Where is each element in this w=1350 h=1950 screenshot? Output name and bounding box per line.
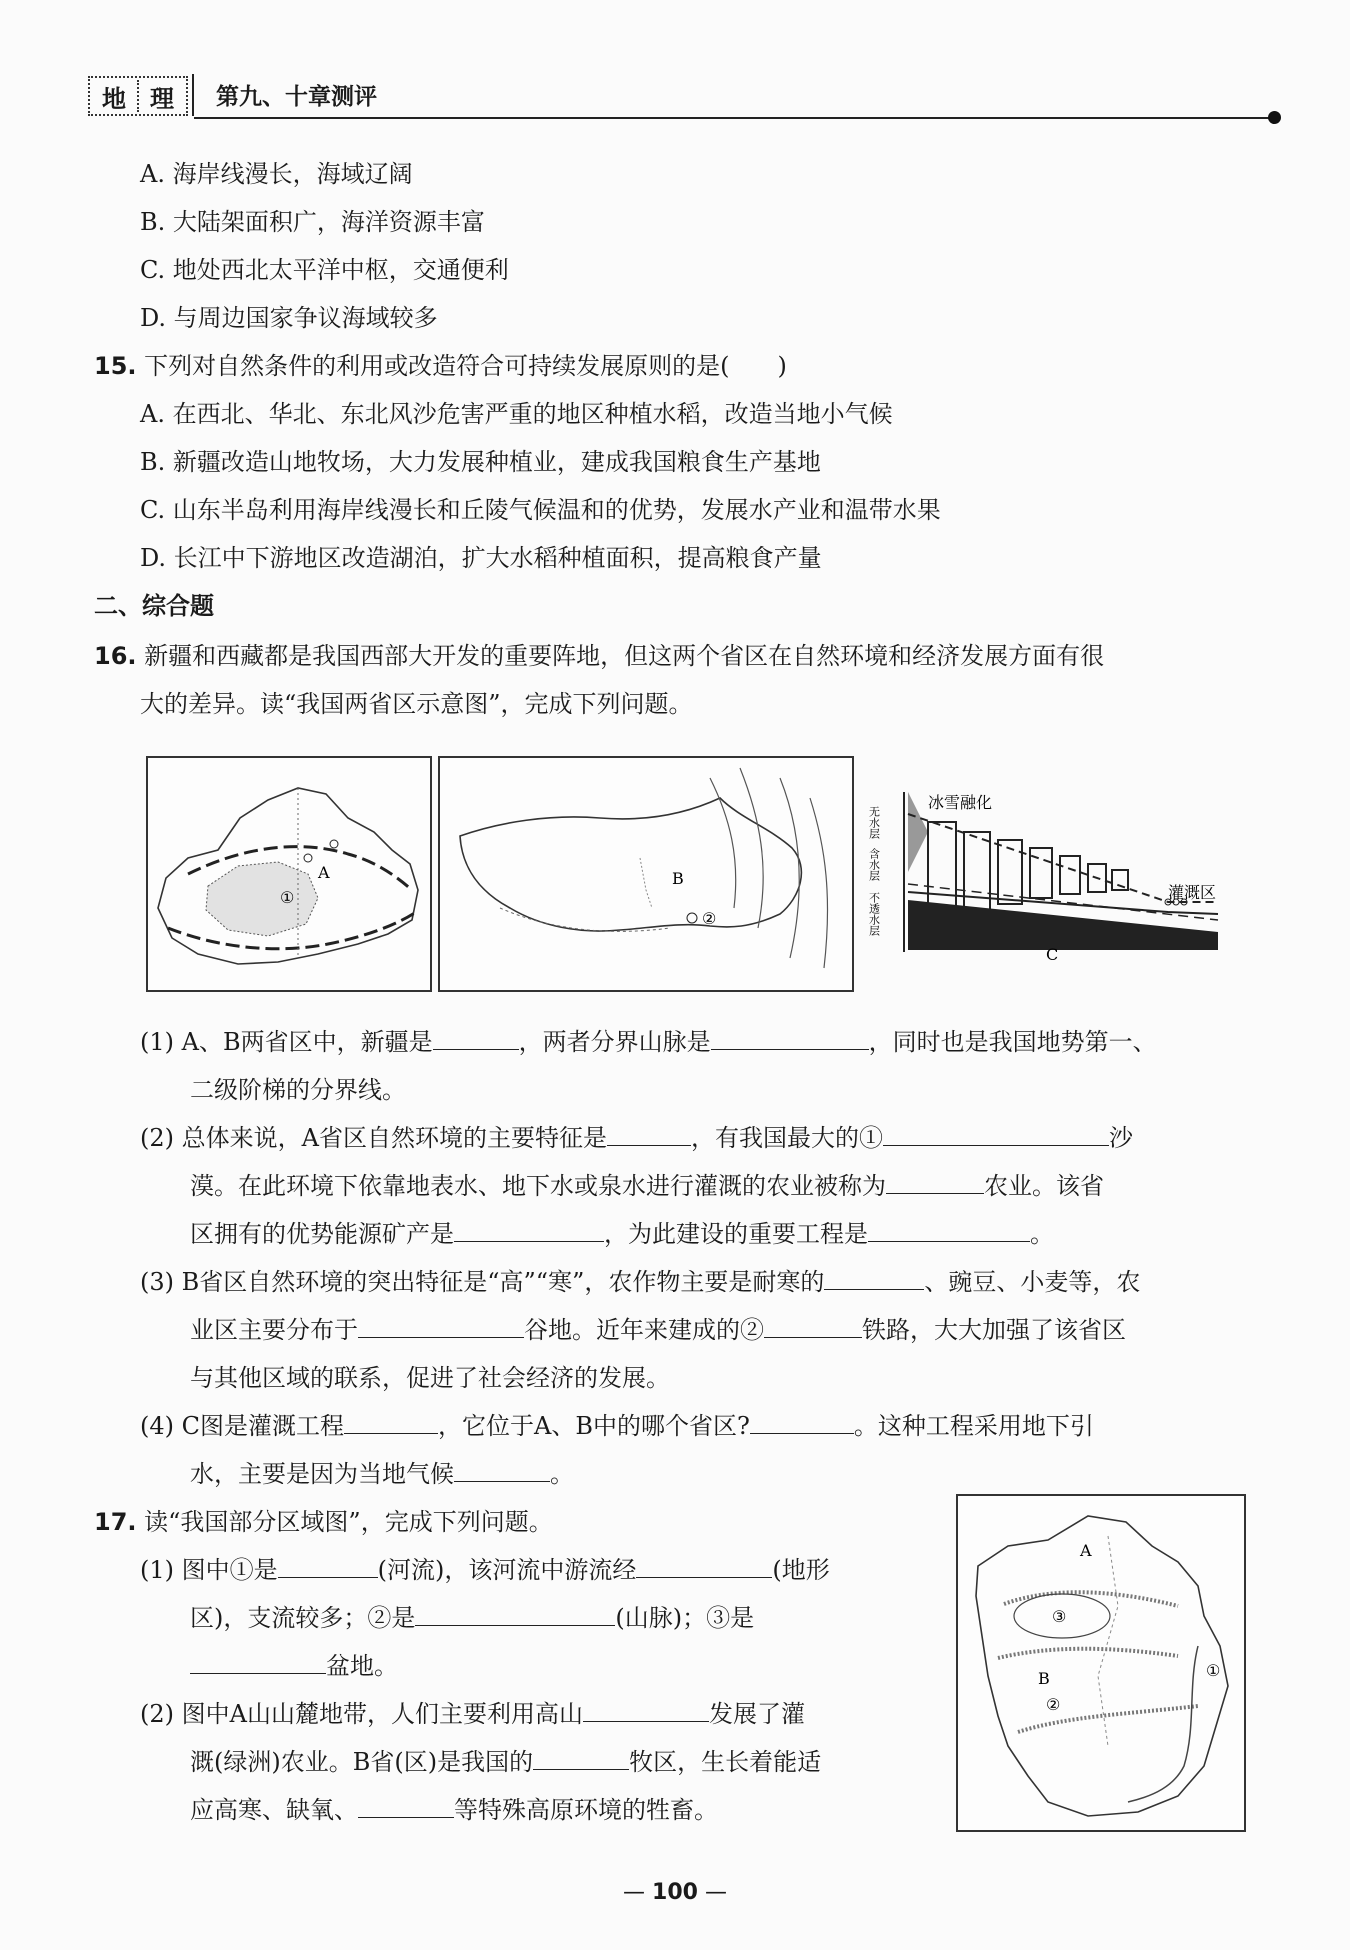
q16-part1-line1: [140, 1026, 1157, 1058]
q16-part2-line3: [190, 1218, 1054, 1250]
subject-char-left: 地: [102, 84, 126, 113]
q17-p2-text-e: 应高寒、缺氧、: [190, 1796, 358, 1824]
region-label-b: B: [1038, 1669, 1050, 1688]
q16-p3-text-c: 业区主要分布于: [190, 1316, 358, 1344]
q16-part4-line1: [140, 1410, 1094, 1442]
q16-p2-text-f: 区拥有的优势能源矿产是: [190, 1220, 454, 1248]
q16-p3-text-f: 与其他区域的联系，促进了社会经济的发展。: [190, 1364, 670, 1392]
tibet-map: [438, 756, 854, 992]
q17-p1-text-c: (地形: [772, 1556, 830, 1584]
q14-option-d: D. 与周边国家争议海域较多: [140, 304, 438, 332]
q16-blank-energy[interactable]: [454, 1219, 604, 1242]
region-label-3: ③: [1052, 1607, 1067, 1626]
label-melt: 冰雪融化: [928, 793, 993, 812]
page-header: [88, 70, 1278, 120]
q17-p1-text-b: (河流)，该河流中游流经: [377, 1556, 637, 1584]
q16-blank-valley[interactable]: [358, 1315, 524, 1338]
q17-blank-livestock[interactable]: [358, 1795, 454, 1818]
xinjiang-map: [146, 756, 432, 992]
section-title: 二、综合题: [94, 592, 214, 620]
q16-p3-text-d: 谷地。近年来建成的②: [524, 1316, 764, 1344]
xinjiang-label-a: A: [318, 863, 330, 882]
q15-option-d: D. 长江中下游地区改造湖泊，扩大水稻种植面积，提高粮食产量: [140, 544, 822, 572]
q16-blank-agriculture[interactable]: [886, 1171, 984, 1194]
q16-p2-text-g: ，为此建设的重要工程是: [604, 1220, 868, 1248]
q15-option-b: B. 新疆改造山地牧场，大力发展种植业，建成我国粮食生产基地: [140, 448, 821, 476]
q16-p1-text-d: 二级阶梯的分界线。: [190, 1076, 406, 1104]
q17-p1-text-d: 区)，支流较多；②是: [190, 1604, 416, 1632]
q17-part2-line1: [140, 1698, 805, 1730]
q17-blank-mountain[interactable]: [415, 1603, 615, 1626]
q17-p2-text-d: 牧区，生长着能适: [629, 1748, 822, 1776]
q17-p1-text-e: (山脉)；③是: [615, 1604, 755, 1632]
q16-p4-text-c: 。这种工程采用地下引: [853, 1412, 1094, 1440]
q16-p3-text-a: (3) B省区自然环境的突出特征是“高”“寒”，农作物主要是耐寒的: [140, 1268, 825, 1296]
q14-option-c: C. 地处西北太平洋中枢，交通便利: [140, 256, 509, 284]
irrigation-diagram: [868, 752, 1228, 962]
q17-blank-landform[interactable]: [636, 1555, 772, 1578]
q16-blank-a-feature[interactable]: [607, 1123, 691, 1146]
q17-part2-line3: [190, 1794, 718, 1826]
label-irrigation: 灌溉区: [1168, 883, 1217, 902]
q15-option-a: A. 在西北、华北、东北风沙危害严重的地区种植水稻，改造当地小气候: [140, 400, 893, 428]
region-label-1: ①: [1206, 1661, 1221, 1680]
q16-stem-text1: 新疆和西藏都是我国西部大开发的重要阵地，但这两个省区在自然环境和经济发展方面有很: [144, 642, 1105, 670]
q16-blank-crop[interactable]: [824, 1267, 924, 1290]
region-label-a: A: [1080, 1541, 1092, 1560]
q17-blank-pasture[interactable]: [533, 1747, 629, 1770]
q16-blank-project[interactable]: [868, 1219, 1030, 1242]
q16-blank-xinjiang[interactable]: [433, 1027, 519, 1050]
region-label-2: ②: [1046, 1695, 1061, 1714]
q17-p2-text-f: 等特殊高原环境的牲畜。: [454, 1796, 718, 1824]
q14-option-b: B. 大陆架面积广，海洋资源丰富: [140, 208, 485, 236]
q16-p4-text-a: (4) C图是灌溉工程: [140, 1412, 344, 1440]
label-c: C: [1046, 945, 1059, 962]
q17-stem-text: 读“我国部分区域图”，完成下列问题。: [144, 1508, 553, 1536]
header-bar: [192, 74, 194, 116]
q16-p4-text-b: ，它位于A、B中的哪个省区?: [438, 1412, 750, 1440]
q16-blank-climate[interactable]: [454, 1459, 550, 1482]
q16-p2-text-b: ，有我国最大的①: [690, 1124, 883, 1152]
q16-p3-text-e: 铁路，大大加强了该省区: [862, 1316, 1126, 1344]
q15-option-c: C. 山东半岛利用海岸线漫长和丘陵气候温和的优势，发展水产业和温带水果: [140, 496, 941, 524]
q16-blank-irrigation[interactable]: [344, 1411, 438, 1434]
q17-part1-line2: [190, 1602, 754, 1634]
label-no-water-layer: 无水层: [868, 806, 881, 839]
header-rule: [194, 117, 1274, 119]
page-footer: — 100 —: [623, 1880, 727, 1905]
q16-blank-railway[interactable]: [764, 1315, 862, 1338]
q16-part3-line2: [190, 1314, 1126, 1346]
q17-blank-basin[interactable]: [190, 1651, 326, 1674]
q16-part3-line1: [140, 1266, 1140, 1298]
q15-stem-text: 下列对自然条件的利用或改造符合可持续发展原则的是( ): [144, 352, 787, 380]
region-map: [956, 1494, 1246, 1832]
q17-number: 17.: [94, 1508, 137, 1536]
q17-stem: [94, 1506, 553, 1538]
q17-p2-text-c: 溉(绿洲)农业。B省(区)是我国的: [190, 1748, 534, 1776]
q17-part1-line3: [190, 1650, 398, 1682]
q16-blank-desert[interactable]: [883, 1123, 1109, 1146]
q17-p1-text-f: 盆地。: [326, 1652, 398, 1680]
q16-p2-text-e: 农业。该省: [984, 1172, 1104, 1200]
q16-p1-text-c: ，同时也是我国地势第一、: [868, 1028, 1157, 1056]
tibet-label-b: B: [672, 869, 684, 888]
q17-part2-line2: [190, 1746, 821, 1778]
q17-p2-text-a: (2) 图中A山山麓地带，人们主要利用高山: [140, 1700, 583, 1728]
q16-p2-text-h: 。: [1030, 1220, 1054, 1248]
subject-divider: [137, 80, 139, 112]
q16-p1-text-b: ，两者分界山脉是: [518, 1028, 711, 1056]
header-rule-dot: [1268, 111, 1281, 124]
tibet-label-2: ②: [702, 909, 717, 928]
label-water-layer: 含水层: [868, 848, 881, 881]
xinjiang-label-1: ①: [280, 888, 295, 907]
q16-p2-text-d: 漠。在此环境下依靠地表水、地下水或泉水进行灌溉的农业被称为: [190, 1172, 886, 1200]
q15-number: 15.: [94, 352, 137, 380]
q17-p1-text-a: (1) 图中①是: [140, 1556, 278, 1584]
q16-p3-text-b: 、豌豆、小麦等，农: [924, 1268, 1141, 1296]
q15-stem: [94, 350, 787, 382]
q16-p2-text-c: 沙: [1108, 1124, 1133, 1152]
q14-option-a: A. 海岸线漫长，海域辽阔: [140, 160, 413, 188]
q16-part2-line2: [190, 1170, 1104, 1202]
q16-p4-text-e: 。: [550, 1460, 574, 1488]
q16-blank-boundary-mountain[interactable]: [711, 1027, 869, 1050]
q16-p2-text-a: (2) 总体来说，A省区自然环境的主要特征是: [140, 1124, 607, 1152]
q16-p1-text-a: (1) A、B两省区中，新疆是: [140, 1028, 433, 1056]
subject-char-right: 理: [150, 84, 174, 113]
subject-box: [88, 76, 188, 116]
label-impermeable-layer: 不透水层: [868, 892, 881, 936]
q16-part2-line1: [140, 1122, 1133, 1154]
q16-stem-line2: 大的差异。读“我国两省区示意图”，完成下列问题。: [140, 690, 693, 718]
page-number: 100: [652, 1880, 698, 1905]
q16-part4-line2: [190, 1458, 574, 1490]
chapter-title: 第九、十章测评: [216, 84, 377, 110]
q17-p2-text-b: 发展了灌: [708, 1700, 805, 1728]
q17-part1-line1: [140, 1554, 830, 1586]
q16-blank-province[interactable]: [750, 1411, 854, 1434]
q16-stem-line1: [94, 640, 1104, 672]
q17-blank-river[interactable]: [278, 1555, 378, 1578]
q16-number: 16.: [94, 642, 137, 670]
q16-p4-text-d: 水，主要是因为当地气候: [190, 1460, 454, 1488]
q17-blank-water-source[interactable]: [583, 1699, 709, 1722]
